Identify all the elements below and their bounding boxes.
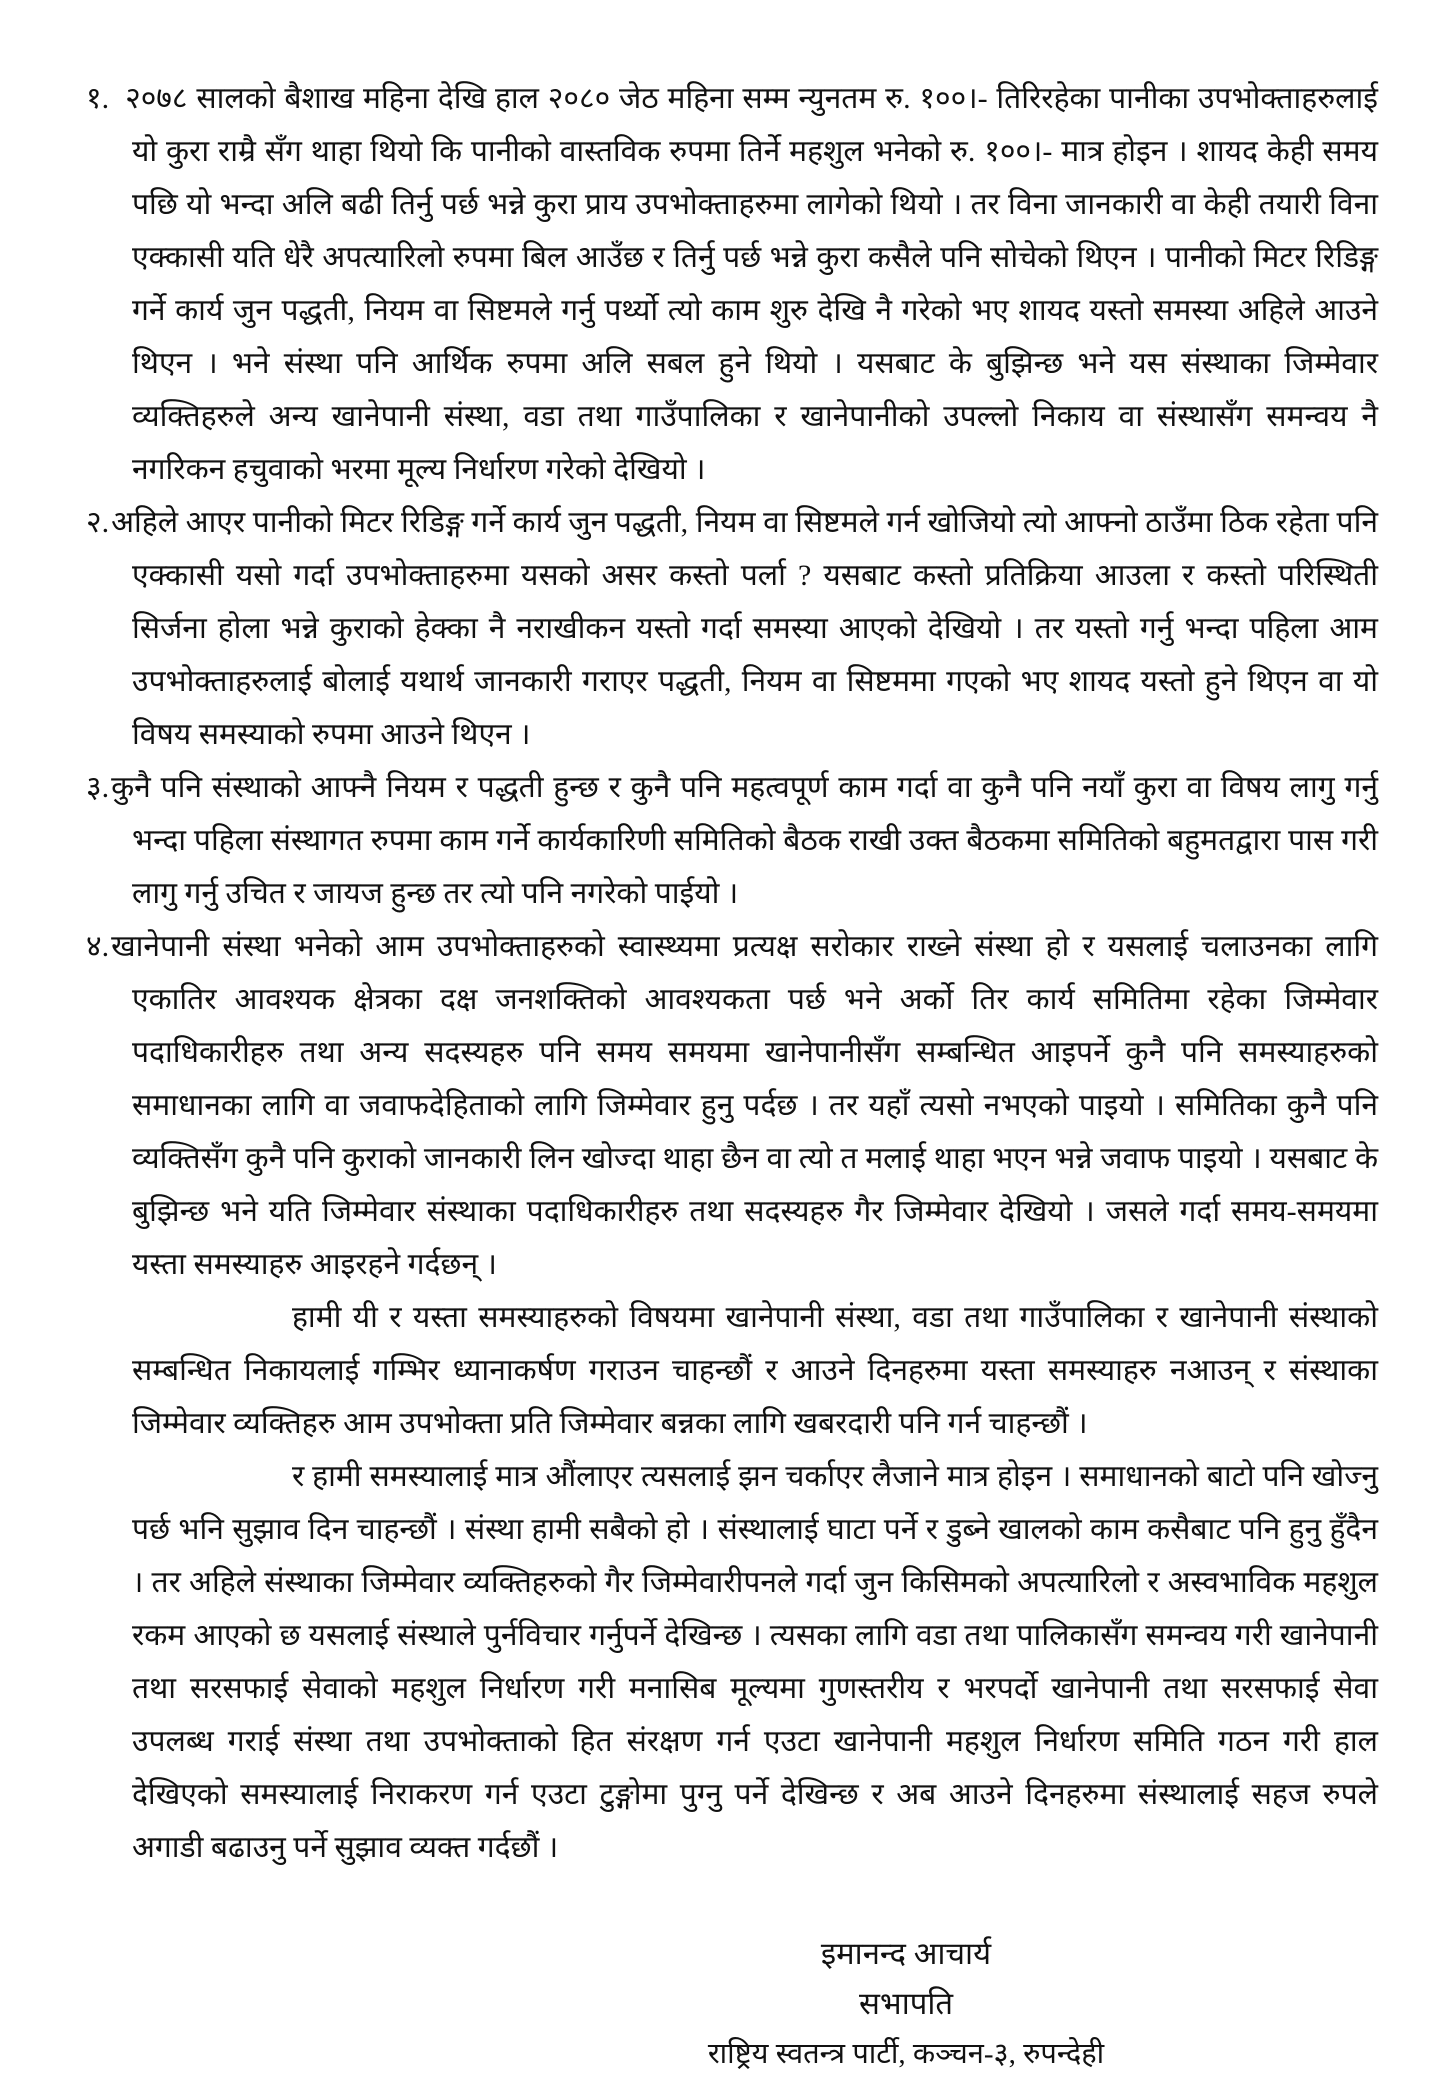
list-item (86, 920, 1378, 1291)
closing-paragraph: र हामी समस्यालाई मात्र औंलाएर त्यसलाई झन चर्काएर लैजाने मात्र होइन । समाधानको बाटो पनि खोज्नु पर्छ भनि सुझाव दिन चाहन्छौं । संस्था हामी सबैको हो । संस्थालाई घाटा पर्ने र डुब्ने खालको काम कसैबाट पनि हुनु हुँदैन । तर अहिले संस्थाका जिम्मेवार व्यक्तिहरुको गैर जिम्मेवारीपनले गर्दा जुन किसिमको अपत्यारिलो र अस्वभाविक महशुल रकम आएको छ यसलाई संस्थाले पुर्नविचार गर्नुपर्ने देखिन्छ । त्यसका लागि वडा तथा पालिकासँग समन्वय गरी खानेपानी तथा सरसफाई सेवाको महशुल निर्धारण गरी मनासिब मूल्यमा गुणस्तरीय र भरपर्दो खानेपानी तथा सरसफाई सेवा उपलब्ध गराई संस्था तथा उपभोक्ताको हित संरक्षण गर्न एउटा खानेपानी महशुल निर्धारण समिति गठन गरी हाल देखिएको समस्यालाई निराकरण गर्न एउटा टुङ्गोमा पुग्नु पर्ने देखिन्छ र अब आउने दिनहरुमा संस्थालाई सहज रुपले अगाडी बढाउनु पर्ने सुझाव व्यक्त गर्दछौं । (132, 1460, 1379, 1864)
list-item-number: ३. (86, 771, 110, 804)
document-body (86, 72, 1378, 2079)
list-item-text: २०७८ सालको बैशाख महिना देखि हाल २०८० जेठ महिना सम्म न्युनतम रु. १००।- तिरिरहेका पानीका उपभोक्ताहरुलाई यो कुरा राम्रै सँग थाहा थियो कि पानीको वास्तविक रुपमा तिर्ने महशुल भनेको रु. १००।- मात्र होइन । शायद केही समय पछि यो भन्दा अलि बढी तिर्नु पर्छ भन्ने कुरा प्राय उपभोक्ताहरुमा लागेको थियो । तर विना जानकारी वा केही तयारी विना एक्कासी यति धेरै अपत्यारिलो रुपमा बिल आउँछ र तिर्नु पर्छ भन्ने कुरा कसैले पनि सोचेको थिएन । पानीको मिटर रिडिङ्ग गर्ने कार्य जुन पद्धती, नियम वा सिष्टमले गर्नु पर्थ्यो त्यो काम शुरु देखि नै गरेको भए शायद यस्तो समस्या अहिले आउने थिएन । भने संस्था पनि आर्थिक रुपमा अलि सबल हुने थियो । यसबाट के बुझिन्छ भने यस संस्थाका जिम्मेवार व्यक्तिहरुले अन्य खानेपानी संस्था, वडा तथा गाउँपालिका र खानेपानीको उपल्लो निकाय वा संस्थासँग समन्वय नै नगरिकन हचुवाको भरमा मूल्य निर्धारण गरेको देखियो । (125, 82, 1378, 486)
list-item-text: खानेपानी संस्था भनेको आम उपभोक्ताहरुको स्वास्थ्यमा प्रत्यक्ष सरोकार राख्ने संस्था हो र यसलाई चलाउनका लागि एकातिर आवश्यक क्षेत्रका दक्ष जनशक्तिको आवश्यकता पर्छ भने अर्को तिर कार्य समितिमा रहेका जिम्मेवार पदाधिकारीहरु तथा अन्य सदस्यहरु पनि समय समयमा खानेपानीसँग सम्बन्धित आइपर्ने कुनै पनि समस्याहरुको समाधानका लागि वा जवाफदेहिताको लागि जिम्मेवार हुनु पर्दछ । तर यहाँ त्यसो नभएको पाइयो । समितिका कुनै पनि व्यक्तिसँग कुनै पनि कुराको जानकारी लिन खोज्दा थाहा छैन वा त्यो त मलाई थाहा भएन भन्ने जवाफ पाइयो । यसबाट के बुझिन्छ भने यति जिम्मेवार संस्थाका पदाधिकारीहरु तथा सदस्यहरु गैर जिम्मेवार देखियो । जसले गर्दा समय-समयमा यस्ता समस्याहरु आइरहने गर्दछन् । (111, 930, 1378, 1281)
closing-paragraph: हामी यी र यस्ता समस्याहरुको विषयमा खानेपानी संस्था, वडा तथा गाउँपालिका र खानेपानी संस्थाको सम्बन्धित निकायलाई गम्भिर ध्यानाकर्षण गराउन चाहन्छौं र आउने दिनहरुमा यस्ता समस्याहरु नआउन् र संस्थाका जिम्मेवार व्यक्तिहरु आम उपभोक्ता प्रति जिम्मेवार बन्नका लागि खबरदारी पनि गर्न चाहन्छौं । (132, 1301, 1378, 1440)
list-item-text: कुनै पनि संस्थाको आफ्नै नियम र पद्धती हुन्छ र कुनै पनि महत्वपूर्ण काम गर्दा वा कुनै पनि नयाँ कुरा वा विषय लागु गर्नु भन्दा पहिला संस्थागत रुपमा काम गर्ने कार्यकारिणी समितिको बैठक राखी उक्त बैठकमा समितिको बहुमतद्वारा पास गरी लागु गर्नु उचित र जायज हुन्छ तर त्यो पनि नगरेको पाईयो । (111, 771, 1378, 910)
signatory-organization: राष्ट्रिय स्वतन्त्र पार्टी, कञ्चन-३, रुपन्देही (707, 2038, 1105, 2070)
signatory-title: सभापति (858, 1986, 954, 2021)
list-item-text: अहिले आएर पानीको मिटर रिडिङ्ग गर्ने कार्य जुन पद्धती, नियम वा सिष्टमले गर्न खोजियो त्यो आफ्नो ठाउँमा ठिक रहेता पनि एक्कासी यसो गर्दा उपभोक्ताहरुमा यसको असर कस्तो पर्ला ? यसबाट कस्तो प्रतिक्रिया आउला र कस्तो परिस्थिती सिर्जना होला भन्ने कुराको हेक्का नै नराखीकन यस्तो गर्दा समस्या आएको देखियो । तर यस्तो गर्नु भन्दा पहिला आम उपभोक्ताहरुलाई बोलाई यथार्थ जानकारी गराएर पद्धती, नियम वा सिष्टममा गएको भए शायद यस्तो हुने थिएन वा यो विषय समस्याको रुपमा आउने थिएन । (111, 506, 1378, 751)
list-item-number: १. (86, 82, 110, 115)
list-item (86, 761, 1378, 920)
list-item-number: ४. (86, 930, 110, 963)
numbered-list (86, 72, 1378, 1874)
signature-block (646, 1929, 1166, 2079)
list-item (86, 496, 1378, 761)
signatory-name: इमानन्द आचार्य (820, 1936, 992, 1971)
list-item (86, 72, 1378, 496)
list-item-number: २. (86, 506, 110, 539)
